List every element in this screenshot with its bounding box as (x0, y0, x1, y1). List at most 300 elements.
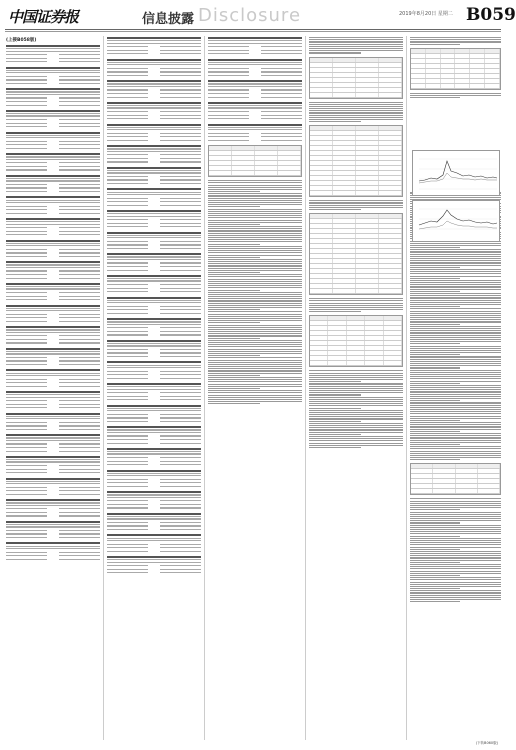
table-cell (485, 64, 500, 68)
table-cell (310, 269, 333, 273)
text-line (410, 291, 460, 292)
table-cell (310, 321, 328, 325)
table-cell (379, 191, 402, 195)
table-cell (456, 479, 478, 483)
text-line (410, 348, 501, 349)
text-line (309, 209, 361, 210)
table-cell (255, 166, 278, 170)
text-line (309, 405, 403, 406)
text-line (160, 522, 201, 523)
table-cell (455, 69, 470, 73)
table-cell (433, 474, 455, 478)
text-line (107, 497, 201, 498)
paragraph (410, 577, 501, 589)
fund-entry-heading (107, 232, 201, 234)
text-line (6, 48, 100, 49)
text-line (410, 407, 501, 408)
table-cell (347, 326, 365, 330)
text-line (309, 416, 403, 417)
table-cell (379, 249, 402, 253)
fund-entry (107, 275, 201, 294)
text-line (160, 161, 201, 162)
text-line (261, 136, 302, 137)
text-line (410, 424, 501, 425)
text-line (410, 95, 501, 96)
text-line (410, 525, 501, 526)
line-chart-top (412, 150, 500, 196)
text-line (6, 364, 47, 365)
header-rule-thin (5, 31, 501, 32)
text-line (208, 136, 249, 137)
paragraph (410, 356, 501, 368)
text-line (107, 540, 201, 541)
fund-entry (107, 534, 201, 553)
text-line (107, 352, 148, 353)
fund-entry (107, 470, 201, 489)
table-cell (232, 166, 255, 170)
text-line (160, 223, 201, 224)
text-line (410, 575, 460, 576)
data-table (410, 48, 501, 90)
text-line (6, 382, 47, 383)
text-line (410, 453, 501, 454)
text-line (6, 353, 100, 354)
text-line (208, 292, 302, 293)
text-line (208, 68, 249, 69)
text-line (208, 384, 302, 385)
text-line (59, 429, 100, 430)
text-line (309, 373, 403, 374)
text-line (410, 37, 501, 38)
paragraph (208, 246, 302, 258)
text-line (410, 538, 501, 539)
text-line (309, 202, 403, 203)
text-line (410, 446, 501, 447)
text-line (410, 346, 501, 347)
text-line (160, 443, 201, 444)
text-line (6, 270, 47, 271)
fund-entry (208, 102, 302, 121)
table-cell (365, 326, 383, 330)
text-line (410, 601, 460, 602)
fund-entry (107, 426, 201, 445)
table-cell (333, 131, 356, 135)
table-cell (356, 284, 379, 288)
text-line (208, 290, 260, 291)
table-cell (470, 59, 485, 63)
table-cell (333, 234, 356, 238)
table-cell (470, 64, 485, 68)
text-line (208, 83, 302, 84)
text-line (208, 331, 302, 332)
text-line (59, 162, 100, 163)
text-line (107, 432, 201, 433)
text-line (6, 397, 100, 398)
text-line (6, 83, 47, 84)
text-line (309, 305, 403, 306)
fund-entry (107, 102, 201, 121)
text-line (6, 105, 47, 106)
fund-entry (6, 456, 100, 475)
table-cell (310, 136, 333, 140)
info-pair (107, 463, 201, 467)
paragraph (410, 551, 501, 563)
text-line (208, 215, 302, 216)
text-line (59, 552, 100, 553)
text-line (261, 75, 302, 76)
table-cell (485, 84, 500, 88)
text-line (160, 198, 201, 199)
text-line (59, 360, 100, 361)
text-line (410, 426, 501, 427)
text-line (208, 43, 302, 44)
text-line (6, 115, 100, 116)
text-line (107, 313, 148, 314)
text-line (6, 162, 47, 163)
text-line (208, 320, 302, 321)
text-line (6, 202, 100, 203)
text-line (410, 317, 501, 318)
table-cell (356, 219, 379, 223)
text-line (59, 321, 100, 322)
text-line (208, 250, 302, 251)
table-cell (333, 136, 356, 140)
text-line (160, 349, 201, 350)
table-cell (356, 68, 379, 72)
text-line (6, 180, 100, 181)
text-line (160, 551, 201, 552)
text-line (410, 409, 501, 410)
info-pair (107, 549, 201, 553)
fund-entry-heading (6, 196, 100, 198)
table-cell (356, 156, 379, 160)
fund-entry-heading (6, 478, 100, 480)
text-line (107, 389, 201, 390)
table-cell (356, 244, 379, 248)
paragraph (309, 102, 403, 123)
text-line (6, 187, 47, 188)
table-cell (333, 289, 356, 293)
text-line (59, 512, 100, 513)
text-line (59, 169, 100, 170)
info-pair (6, 298, 100, 302)
text-line (59, 555, 100, 556)
text-line (59, 166, 100, 167)
text-line (107, 237, 201, 238)
table-cell (310, 93, 333, 97)
text-line (59, 472, 100, 473)
table-cell (209, 161, 232, 165)
text-line (309, 399, 403, 400)
text-line (208, 64, 302, 65)
text-line (6, 274, 47, 275)
text-line (107, 75, 148, 76)
text-line (208, 344, 302, 345)
text-line (208, 187, 302, 188)
table-cell (455, 49, 470, 53)
text-line (261, 140, 302, 141)
table-cell (365, 361, 383, 365)
table-cell (470, 54, 485, 58)
text-line (59, 533, 100, 534)
table-row (310, 289, 402, 294)
table-cell (379, 146, 402, 150)
table-cell (365, 316, 383, 320)
table-cell (333, 279, 356, 283)
text-line (160, 396, 201, 397)
text-line (309, 207, 403, 208)
text-line (309, 112, 403, 113)
info-pair (6, 211, 100, 215)
fund-entry-heading (107, 80, 201, 82)
text-line (410, 251, 501, 252)
text-line (410, 243, 501, 244)
text-line (107, 192, 201, 193)
text-line (6, 314, 47, 315)
text-line (6, 502, 100, 503)
text-line (208, 395, 302, 396)
text-line (160, 507, 201, 508)
text-line (6, 335, 47, 336)
text-line (208, 285, 302, 286)
text-line (208, 276, 302, 277)
table-cell (384, 336, 402, 340)
text-line (410, 41, 501, 42)
text-line (6, 494, 47, 495)
text-line (6, 418, 100, 419)
text-line (208, 329, 302, 330)
fund-entry-heading (6, 434, 100, 436)
table-cell (384, 316, 402, 320)
table-cell (455, 59, 470, 63)
fund-entry (6, 132, 100, 151)
text-line (160, 158, 201, 159)
text-line (208, 217, 302, 218)
text-line (410, 413, 501, 414)
text-line (160, 262, 201, 263)
text-line (208, 386, 302, 387)
table-cell (426, 49, 441, 53)
text-line (410, 588, 460, 589)
text-line (160, 529, 201, 530)
table-cell (356, 269, 379, 273)
text-line (208, 309, 260, 310)
table-cell (426, 64, 441, 68)
info-pair (107, 506, 201, 510)
table-cell (232, 151, 255, 155)
paragraph (410, 538, 501, 550)
text-line (208, 50, 249, 51)
info-pair (107, 247, 201, 251)
text-line (59, 141, 100, 142)
text-line (410, 416, 501, 417)
table-cell (333, 214, 356, 218)
table-cell (310, 186, 333, 190)
text-line (261, 53, 302, 54)
header-rule (5, 29, 501, 30)
fund-entry-heading (208, 37, 302, 39)
text-line (208, 379, 302, 380)
text-line (6, 373, 100, 374)
table-cell (278, 166, 301, 170)
text-line (309, 445, 403, 446)
info-pair (6, 363, 100, 367)
text-line (410, 542, 501, 543)
text-line (107, 421, 148, 422)
info-pair (6, 557, 100, 561)
text-line (208, 327, 302, 328)
text-line (107, 226, 148, 227)
text-line (309, 438, 403, 439)
text-line (107, 93, 148, 94)
fund-entry (208, 80, 302, 99)
text-line (6, 537, 47, 538)
text-line (6, 51, 100, 52)
text-line (309, 427, 403, 428)
text-line (107, 367, 201, 368)
info-pair (107, 528, 201, 532)
table-cell (433, 464, 455, 468)
table-cell (470, 79, 485, 83)
text-line (261, 93, 302, 94)
text-line (59, 530, 100, 531)
text-line (309, 375, 403, 376)
text-line (107, 140, 148, 141)
text-line (107, 86, 201, 87)
text-line (107, 331, 148, 332)
table-cell (356, 58, 379, 62)
table-cell (485, 59, 500, 63)
text-line (208, 274, 302, 275)
table-cell (310, 331, 328, 335)
table-cell (470, 49, 485, 53)
text-line (6, 437, 100, 438)
table-cell (333, 224, 356, 228)
text-line (6, 425, 47, 426)
fund-entry-heading (6, 283, 100, 285)
text-line (410, 324, 460, 325)
text-line (410, 341, 501, 342)
info-pair (107, 95, 201, 99)
table-cell (356, 229, 379, 233)
table-cell (333, 78, 356, 82)
text-line (208, 86, 302, 87)
fund-entry-heading (107, 383, 201, 385)
text-line (107, 62, 201, 63)
text-line (107, 538, 201, 539)
text-line (59, 231, 100, 232)
text-line (410, 579, 501, 580)
text-line (59, 270, 100, 271)
text-line (6, 267, 100, 268)
column-5 (410, 36, 501, 740)
text-line (59, 465, 100, 466)
table-cell (310, 224, 333, 228)
text-line (160, 226, 201, 227)
text-line (107, 494, 201, 495)
paragraph (208, 193, 302, 207)
text-line (160, 241, 201, 242)
info-pair (6, 428, 100, 432)
paragraph (208, 390, 302, 404)
text-line (410, 383, 460, 384)
text-line (309, 52, 361, 53)
text-line (261, 115, 302, 116)
table-cell (411, 59, 426, 63)
fund-entry-heading (107, 361, 201, 363)
table-cell (333, 58, 356, 62)
text-line (6, 288, 100, 289)
fund-entry-heading (6, 499, 100, 501)
text-line (107, 572, 148, 573)
fund-entry (6, 175, 100, 194)
text-line (309, 115, 403, 116)
text-line (59, 274, 100, 275)
text-line (410, 302, 501, 303)
text-line (160, 75, 201, 76)
text-line (309, 104, 403, 105)
text-line (208, 355, 260, 356)
table-cell (333, 239, 356, 243)
text-line (6, 144, 47, 145)
text-line (309, 303, 403, 304)
text-line (410, 459, 460, 460)
text-line (107, 473, 201, 474)
table-cell (356, 166, 379, 170)
text-line (309, 434, 361, 435)
text-line (410, 367, 460, 368)
text-line (309, 117, 403, 118)
text-line (160, 115, 201, 116)
text-line (59, 469, 100, 470)
table-cell (411, 64, 426, 68)
fund-entry-heading (107, 297, 201, 299)
text-line (160, 71, 201, 72)
text-line (107, 172, 201, 173)
text-line (410, 297, 501, 298)
table-cell (310, 171, 333, 175)
text-line (6, 357, 47, 358)
table-cell (255, 171, 278, 175)
text-line (59, 407, 100, 408)
text-line (208, 255, 302, 256)
fund-entry-heading (107, 318, 201, 320)
table-cell (384, 321, 402, 325)
table-cell (356, 176, 379, 180)
paragraph (410, 308, 501, 324)
fund-entry (107, 318, 201, 337)
text-line (410, 555, 501, 556)
text-line (410, 254, 501, 255)
text-line (208, 300, 302, 301)
table-cell (365, 346, 383, 350)
text-line (107, 129, 201, 130)
text-line (410, 440, 501, 441)
fund-entry-heading (107, 426, 201, 428)
text-line (160, 154, 201, 155)
fund-entry-heading (107, 37, 201, 39)
text-line (208, 333, 302, 334)
table-cell (333, 146, 356, 150)
text-line (107, 365, 201, 366)
text-line (6, 447, 47, 448)
text-line (410, 286, 501, 287)
text-line (107, 302, 201, 303)
table-cell (328, 326, 346, 330)
table-cell (310, 219, 333, 223)
text-line (107, 259, 201, 260)
text-line (208, 316, 302, 317)
